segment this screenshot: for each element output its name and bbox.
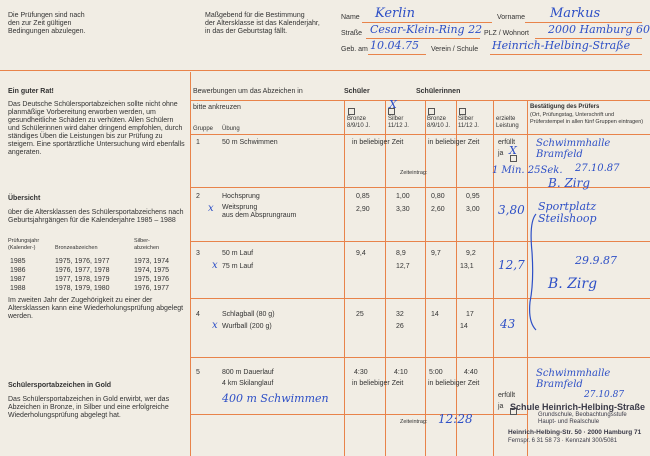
bewertungen-label: Bewerbungen um das Abzeichen in: [193, 88, 303, 95]
value-cell: 8,9: [396, 250, 406, 257]
bronze-cell: 1977, 1978, 1979: [55, 276, 110, 283]
silber-cell: 1975, 1976: [134, 276, 170, 283]
result-time: 1 Min. 25Sek.: [492, 165, 563, 176]
uebung-header: Übung: [222, 126, 240, 132]
gold-title: Schülersportabzeichen in Gold: [8, 382, 112, 389]
bronze-cell: 1975, 1976, 1977: [55, 258, 110, 265]
silber-cell: 1974, 1975: [134, 267, 170, 274]
exercise-x-mark: x: [212, 260, 218, 271]
name-label: Name: [341, 14, 360, 21]
value-cell: 5:00: [429, 369, 443, 376]
beliebig-label: in beliebiger Zeit: [352, 380, 404, 387]
bestaetigung-sub: (Ort, Prüfungstag, Unterschrift und Prüferstempel in allen fünf Gruppen eintragen): [530, 112, 644, 125]
pruefer-signature: B. Zirg: [548, 276, 598, 292]
bronze-cell: 1976, 1977, 1978: [55, 267, 110, 274]
geb-label: Geb. am: [341, 46, 368, 53]
pruefer-signature: B. Zirg: [548, 176, 591, 190]
value-cell: 14: [431, 311, 439, 318]
exercise-handwritten: 400 m Schwimmen: [222, 392, 329, 405]
uebersicht-footer: Im zweiten Jahr der Zugehörigkeit zu einer der Altersklassen kann eine Wiederholungsprüfung abgelegt werden.: [8, 297, 184, 320]
value-cell: 17: [466, 311, 474, 318]
year-cell: 1985: [10, 258, 26, 265]
col-bronze: Bronzeabzeichen: [55, 245, 98, 251]
result-value: 43: [500, 317, 516, 331]
rat-title: Ein guter Rat!: [8, 88, 54, 95]
bronze-header-girls: Bronze 8/9/10 J.: [427, 116, 451, 129]
pruefer-date: 27.10.87: [575, 163, 620, 174]
group-number: 3: [196, 250, 200, 257]
value-cell: 2,60: [431, 206, 445, 213]
exercise-label: Weitsprung aus dem Absprungraum: [222, 204, 297, 219]
ja-label: ja: [498, 150, 504, 157]
pruefer-date: 27.10.87: [584, 390, 625, 400]
pruefer-place: Schwimmhalle Bramfeld: [536, 368, 611, 390]
strasse-value: Cesar-Klein-Ring 22: [370, 23, 483, 36]
group-number: 5: [196, 369, 200, 376]
value-cell: 0,80: [431, 193, 445, 200]
pruefer-place: Sportplatz Steilshoop: [538, 200, 597, 225]
silber-check-mark: X: [389, 98, 397, 111]
vorname-value: Markus: [550, 6, 601, 21]
exercise-x-mark: x: [208, 203, 214, 214]
silber-header: Silber 11/12 J.: [388, 116, 409, 129]
schueler-label: Schüler: [344, 88, 370, 95]
bitte-label: bitte ankreuzen: [193, 104, 241, 111]
pruefer-date: 29.9.87: [575, 254, 617, 267]
erfuellt-label: erfüllt: [498, 392, 516, 399]
value-cell: 1,00: [396, 193, 410, 200]
group-number: 4: [196, 311, 200, 318]
zeiteintrag-label: Zeiteintrag:: [400, 419, 428, 425]
silber-header-girls: Silber 11/12 J.: [458, 116, 479, 129]
value-cell: 4:30: [354, 369, 368, 376]
intro-left: Die Prüfungen sind nach den zur Zeit gültigen Bedingungen abzulegen.: [8, 12, 86, 35]
value-cell: 12,7: [396, 263, 410, 270]
erfuellt-label: erfüllt: [498, 139, 516, 146]
col-silber: Silber- abzeichen: [134, 238, 160, 251]
bracket-mark: [526, 212, 538, 332]
geb-value: 10.04.75: [370, 39, 419, 52]
exercise-label: 50 m Schwimmen: [222, 139, 278, 146]
gold-text: Das Schülersportabzeichen in Gold erwirbt, wer das Abzeichen in Bronze, in Silber und eine erfolgreiche Wiederholungsprüfung abgelegt hat.: [8, 396, 170, 419]
rat-text: Das Deutsche Schülersportabzeichen sollte nicht ohne planmäßige Vorbereitung erworben werden, um gesundheitliche Schäden zu verhüten. Allen Schülern und Schülerinnen wird daher dringend empfohlen, durch ständiges Üben die Leistungen bis zur Prüfung zu steigern. Eine sportärztliche Untersuchung wird ebenfalls angeraten.: [8, 101, 185, 156]
value-cell: 2,90: [356, 206, 370, 213]
value-cell: 9,7: [431, 250, 441, 257]
bestaetigung-header: Bestätigung des Prüfers: [530, 104, 600, 110]
group-number: 1: [196, 139, 200, 146]
beliebig-label: in beliebiger Zeit: [428, 380, 480, 387]
gruppe-header: Gruppe: [193, 126, 214, 132]
year-cell: 1986: [10, 267, 26, 274]
result-time: 12:28: [438, 412, 473, 426]
exercise-label: 800 m Dauerlauf: [222, 369, 274, 376]
ja-mark: X: [509, 144, 517, 157]
col-pruefungsjahr: Prüfungsjahr (Kalender-): [8, 238, 40, 251]
beliebig-label: in beliebiger Zeit: [352, 139, 404, 146]
stamp-line-3: Heinrich-Helbing-Str. 50 · 2000 Hamburg 71: [508, 429, 642, 436]
uebersicht-title: Übersicht: [8, 195, 41, 202]
exercise-label: 4 km Skilanglauf: [222, 380, 274, 387]
erzielte-header: erzielte Leistung: [496, 116, 519, 129]
exercise-label: 75 m Lauf: [222, 263, 254, 270]
value-cell: 3,00: [466, 206, 480, 213]
verein-value: Heinrich-Helbing-Straße: [492, 39, 631, 52]
stamp-line-1: Schule Heinrich-Helbing-Straße: [510, 402, 646, 412]
value-cell: 9,4: [356, 250, 366, 257]
value-cell: 32: [396, 311, 404, 318]
exercise-label: 50 m Lauf: [222, 250, 254, 257]
stamp-line-4: Fernspr. 6 31 58 73 · Kennzahl 300/5081: [508, 438, 618, 444]
verein-label: Verein / Schule: [431, 46, 479, 53]
zeiteintrag-label: Zeiteintrag:: [400, 170, 428, 176]
silber-cell: 1976, 1977: [134, 285, 170, 292]
exercise-label: Wurfball (200 g): [222, 323, 272, 330]
value-cell: 0,85: [356, 193, 370, 200]
beliebig-label: in beliebiger Zeit: [428, 139, 480, 146]
pruefer-place: Schwimmhalle Bramfeld: [536, 138, 611, 160]
value-cell: 3,30: [396, 206, 410, 213]
bronze-header: Bronze 8/9/10 J.: [347, 116, 371, 129]
year-cell: 1987: [10, 276, 26, 283]
strasse-label: Straße: [341, 30, 363, 37]
value-cell: 25: [356, 311, 364, 318]
schuelerinnen-label: Schülerinnen: [416, 88, 461, 95]
name-value: Kerlin: [375, 6, 415, 21]
value-cell: 4:10: [394, 369, 408, 376]
value-cell: 9,2: [466, 250, 476, 257]
exercise-x-mark: x: [212, 320, 218, 331]
plz-value: 2000 Hamburg 60: [548, 23, 650, 36]
value-cell: 4:40: [464, 369, 478, 376]
stamp-line-2: Grundschule, Beobachtungsstufe Haupt- und Realschule: [538, 412, 627, 425]
plz-label: PLZ / Wohnort: [484, 30, 530, 37]
result-value: 3,80: [498, 203, 525, 217]
value-cell: 26: [396, 323, 404, 330]
silber-cell: 1973, 1974: [134, 258, 170, 265]
exercise-label: Schlagball (80 g): [222, 311, 275, 318]
ja-label: ja: [498, 403, 504, 410]
uebersicht-text: über die Altersklassen des Schülersportabzeichens nach Geburtsjahrgängen für die Kalenderjahre 1985 – 1988: [8, 209, 184, 224]
bronze-cell: 1978, 1979, 1980: [55, 285, 110, 292]
value-cell: 13,1: [460, 263, 474, 270]
vorname-label: Vorname: [497, 14, 526, 21]
group-number: 2: [196, 193, 200, 200]
result-value: 12,7: [498, 258, 525, 272]
intro-middle: Maßgebend für die Bestimmung der Altersklasse ist das Kalenderjahr, in das der Geburtstag fällt.: [205, 12, 320, 35]
exercise-label: Hochsprung: [222, 193, 260, 200]
value-cell: 14: [460, 323, 468, 330]
year-cell: 1988: [10, 285, 26, 292]
value-cell: 0,95: [466, 193, 480, 200]
